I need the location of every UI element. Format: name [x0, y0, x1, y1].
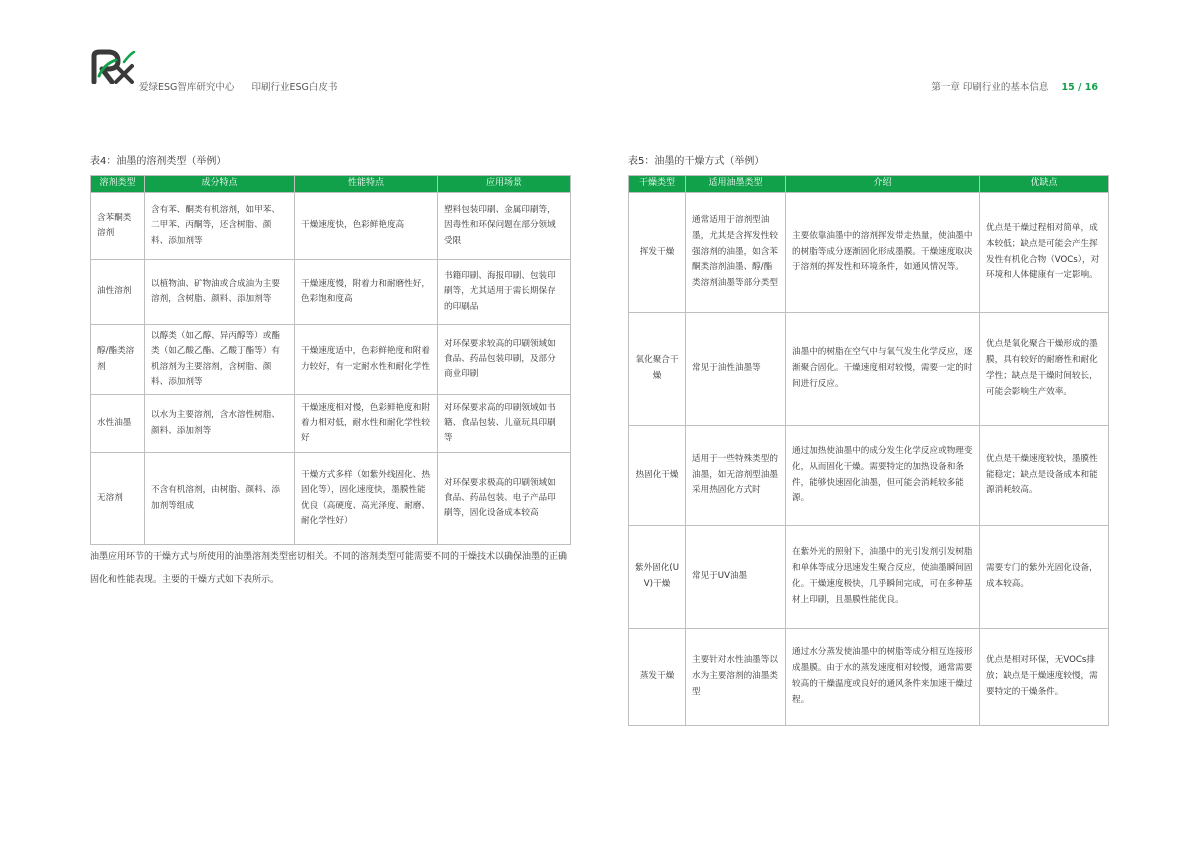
table-row	[629, 313, 1109, 426]
table-cell: 通常适用于溶剂型油墨，尤其是含挥发性较强溶剂的油墨，如含苯酮类溶剂油墨、醇/酯类溶剂油墨等部分类型	[686, 193, 786, 313]
header-chapter-line	[931, 79, 1098, 93]
table-row	[629, 526, 1109, 629]
table-cell: 含有苯、酮类有机溶剂，如甲苯、二甲苯、丙酮等，还含树脂、颜料、添加剂等	[145, 193, 295, 260]
column-header: 干燥类型	[629, 176, 686, 193]
table-row	[629, 629, 1109, 726]
table-cell: 紫外固化(UV)干燥	[629, 526, 686, 629]
solvent-types-table	[90, 175, 571, 545]
table-cell: 干燥速度快，色彩鲜艳度高	[295, 193, 438, 260]
table-row	[91, 260, 571, 325]
org-name: 爱绿ESG智库研究中心	[139, 82, 235, 93]
table-cell: 油性溶剂	[91, 260, 145, 325]
table-cell: 优点是氧化聚合干燥形成的墨膜，具有较好的耐磨性和耐化学性；缺点是干燥时间较长，可能会影响生产效率。	[980, 313, 1109, 426]
table-cell: 油墨中的树脂在空气中与氧气发生化学反应，逐渐聚合固化。干燥速度相对较慢，需要一定的时间进行反应。	[786, 313, 980, 426]
doc-title: 印刷行业ESG白皮书	[251, 82, 338, 93]
table-cell: 干燥速度适中，色彩鲜艳度和附着力较好，有一定耐水性和耐化学性	[295, 325, 438, 395]
table-cell: 主要针对水性油墨等以水为主要溶剂的油墨类型	[686, 629, 786, 726]
table-cell: 需要专门的紫外光固化设备，成本较高。	[980, 526, 1109, 629]
column-header: 适用油墨类型	[686, 176, 786, 193]
table-cell: 在紫外光的照射下，油墨中的光引发剂引发树脂和单体等成分迅速发生聚合反应，使油墨瞬间固化。干燥速度极快，几乎瞬间完成，可在多种基材上印刷，且墨膜性能优良。	[786, 526, 980, 629]
table-cell: 适用于一些特殊类型的油墨，如无溶剂型油墨采用热固化方式时	[686, 426, 786, 526]
table4-caption: 表4：油墨的溶剂类型（举例）	[90, 156, 227, 167]
table-cell: 无溶剂	[91, 453, 145, 545]
table-cell: 优点是干燥速度较快，墨膜性能稳定；缺点是设备成本和能源消耗较高。	[980, 426, 1109, 526]
table-row	[91, 395, 571, 453]
table-cell: 通过加热使油墨中的成分发生化学反应或物理变化，从而固化干燥。需要特定的加热设备和条件，能够快速固化油墨，但可能会消耗较多能源。	[786, 426, 980, 526]
table-cell: 书籍印刷、海报印刷、包装印刷等，尤其适用于需长期保存的印刷品	[438, 260, 571, 325]
table-header-row	[91, 176, 571, 193]
table-cell: 优点是相对环保，无VOCs排放；缺点是干燥速度较慢，需要特定的干燥条件。	[980, 629, 1109, 726]
table-cell: 干燥速度慢，附着力和耐磨性好，色彩饱和度高	[295, 260, 438, 325]
table-cell: 对环保要求高的印刷领域如书籍、食品包装、儿童玩具印刷等	[438, 395, 571, 453]
table-row	[629, 426, 1109, 526]
table-cell: 蒸发干燥	[629, 629, 686, 726]
table-cell: 主要依靠油墨中的溶剂挥发带走热量，使油墨中的树脂等成分逐渐固化形成墨膜。干燥速度取决于溶剂的挥发性和环境条件，如通风情况等。	[786, 193, 980, 313]
header-org-line	[139, 79, 351, 93]
table-cell: 醇/酯类溶剂	[91, 325, 145, 395]
table-row	[91, 453, 571, 545]
table-cell: 常见于UV油墨	[686, 526, 786, 629]
table-cell: 干燥方式多样（如紫外线固化、热固化等），固化速度快，墨膜性能优良（高硬度、高光泽度、耐磨、耐化学性好）	[295, 453, 438, 545]
table-cell: 氧化聚合干燥	[629, 313, 686, 426]
table-cell: 含苯酮类溶剂	[91, 193, 145, 260]
table-cell: 干燥速度相对慢，色彩鲜艳度和附着力相对低，耐水性和耐化学性较好	[295, 395, 438, 453]
column-header: 介绍	[786, 176, 980, 193]
table-header-row	[629, 176, 1109, 193]
page-header	[0, 0, 1200, 100]
table-cell: 对环保要求极高的印刷领域如食品、药品包装、电子产品印刷等，固化设备成本较高	[438, 453, 571, 545]
column-header: 溶剂类型	[91, 176, 145, 193]
table-cell: 不含有机溶剂，由树脂、颜料、添加剂等组成	[145, 453, 295, 545]
table-cell: 通过水分蒸发使油墨中的树脂等成分相互连接形成墨膜。由于水的蒸发速度相对较慢，通常需要较高的干燥温度或良好的通风条件来加速干燥过程。	[786, 629, 980, 726]
column-header: 成分特点	[145, 176, 295, 193]
table-cell: 对环保要求较高的印刷领域如食品、药品包装印刷，及部分商业印刷	[438, 325, 571, 395]
column-header: 应用场景	[438, 176, 571, 193]
table-row	[91, 325, 571, 395]
table-row	[91, 193, 571, 260]
table-cell: 水性油墨	[91, 395, 145, 453]
table-cell: 以植物油、矿物油或合成油为主要溶剂，含树脂、颜料、添加剂等	[145, 260, 295, 325]
column-header: 优缺点	[980, 176, 1109, 193]
body-paragraph: 油墨应用环节的干燥方式与所使用的油墨溶剂类型密切相关。不同的溶剂类型可能需要不同的干燥技术以确保油墨的正确固化和性能表现。主要的干燥方式如下表所示。	[90, 552, 568, 585]
table-cell: 热固化干燥	[629, 426, 686, 526]
table-cell: 常见于油性油墨等	[686, 313, 786, 426]
column-header: 性能特点	[295, 176, 438, 193]
table5-caption: 表5：油墨的干燥方式（举例）	[628, 156, 765, 167]
table-cell: 挥发干燥	[629, 193, 686, 313]
table-cell: 以醇类（如乙醇、异丙醇等）或酯类（如乙酸乙酯、乙酸丁酯等）有机溶剂为主要溶剂，含树脂、颜料、添加剂等	[145, 325, 295, 395]
table-row	[629, 193, 1109, 313]
chapter-title: 第一章 印刷行业的基本信息	[931, 82, 1049, 93]
page-number: 15 / 16	[1061, 82, 1098, 93]
rx-logo-icon	[90, 48, 136, 84]
table-cell: 以水为主要溶剂，含水溶性树脂、颜料、添加剂等	[145, 395, 295, 453]
table-cell: 优点是干燥过程相对简单，成本较低；缺点是可能会产生挥发性有机化合物（VOCs），对环境和人体健康有一定影响。	[980, 193, 1109, 313]
drying-methods-table	[628, 175, 1109, 726]
table-cell: 塑料包装印刷、金属印刷等，因毒性和环保问题在部分领域受限	[438, 193, 571, 260]
